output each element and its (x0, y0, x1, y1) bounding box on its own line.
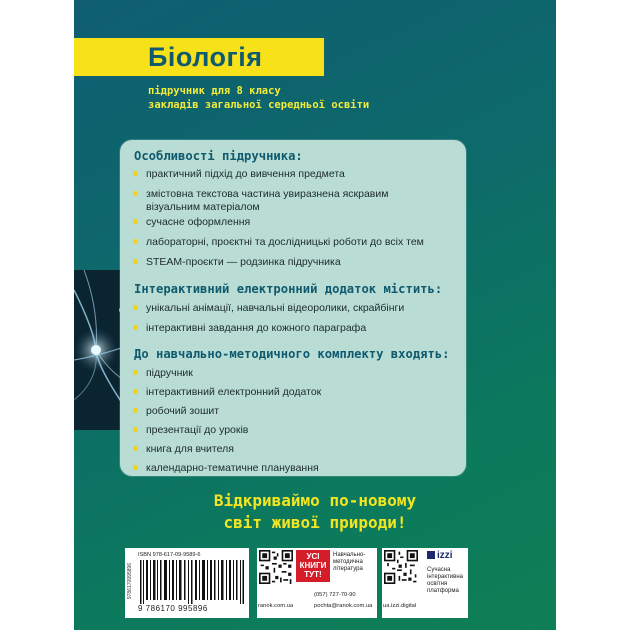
izzi-logo-icon (427, 551, 435, 559)
isbn-side-text: 9786170995896 (127, 563, 133, 600)
bullet-icon (133, 171, 138, 176)
publisher-email[interactable]: pochta@ranok.com.ua (314, 603, 373, 609)
list-item: унікальні анімації, навчальні відеоролики, скрайбінги (146, 302, 404, 315)
izzi-url[interactable]: ua.izzi.digital (383, 603, 417, 609)
izzi-description: Сучасна інтерактивна освітня платформа (427, 567, 463, 594)
section-heading: До навчально-методичного комплекту входять: (134, 347, 450, 361)
slogan-line: Відкриваймо по-новому (213, 491, 417, 510)
bullet-icon (133, 389, 138, 394)
book-subtitle (148, 84, 369, 112)
izzi-logo: izzi (427, 550, 453, 561)
bullet-icon (133, 446, 138, 451)
bullet-icon (133, 305, 138, 310)
publisher-phone: (057) 727-70-90 (314, 592, 356, 598)
subtitle-line: закладів загальної середньої освіти (148, 99, 370, 111)
bullet-icon (133, 325, 138, 330)
bullet-icon (133, 219, 138, 224)
bullet-icon (133, 427, 138, 432)
title-banner (74, 38, 324, 76)
list-item: інтерактивний електронний додаток (146, 386, 321, 399)
slogan (150, 490, 480, 534)
barcode-digits: 9 786170 995896 (138, 604, 208, 613)
list-item: змістовна текстова частина увиразнена яскравим візуальним матеріалом (146, 188, 388, 214)
qr-code-icon[interactable] (259, 550, 293, 584)
qr-code-icon[interactable] (384, 550, 418, 584)
list-item: підручник (146, 367, 193, 380)
list-item: інтерактивні завдання до кожного параграфа (146, 322, 366, 335)
all-books-badge: УСІ КНИГИ ТУТ! (296, 550, 330, 582)
bullet-icon (133, 259, 138, 264)
slogan-line: світ живої природи! (223, 513, 407, 532)
bullet-icon (133, 191, 138, 196)
list-item: практичний підхід до вивчення предмета (146, 168, 345, 181)
list-item: сучасне оформлення (146, 216, 250, 229)
isbn-text: ISBN 978-617-09-9589-6 (138, 552, 201, 558)
book-title: Біологія (148, 41, 263, 72)
publisher-description: Навчально- методична література (333, 552, 366, 572)
list-item: книга для вчителя (146, 443, 234, 456)
publisher-url[interactable]: ranok.com.ua (258, 603, 294, 609)
subtitle-line: підручник для 8 класу (148, 85, 281, 97)
list-item: лабораторні, проєктні та дослідницькі роботи до всіх тем (146, 236, 424, 249)
list-item: презентації до уроків (146, 424, 248, 437)
bullet-icon (133, 370, 138, 375)
bullet-icon (133, 239, 138, 244)
list-item: робочий зошит (146, 405, 219, 418)
list-item: STEAM-проєкти — родзинка підручника (146, 256, 341, 269)
barcode-icon (140, 560, 244, 604)
section-heading: Інтерактивний електронний додаток містить: (134, 282, 443, 296)
bullet-icon (133, 465, 138, 470)
section-heading: Особливості підручника: (134, 149, 303, 163)
list-item: календарно-тематичне планування (146, 462, 319, 475)
bullet-icon (133, 408, 138, 413)
